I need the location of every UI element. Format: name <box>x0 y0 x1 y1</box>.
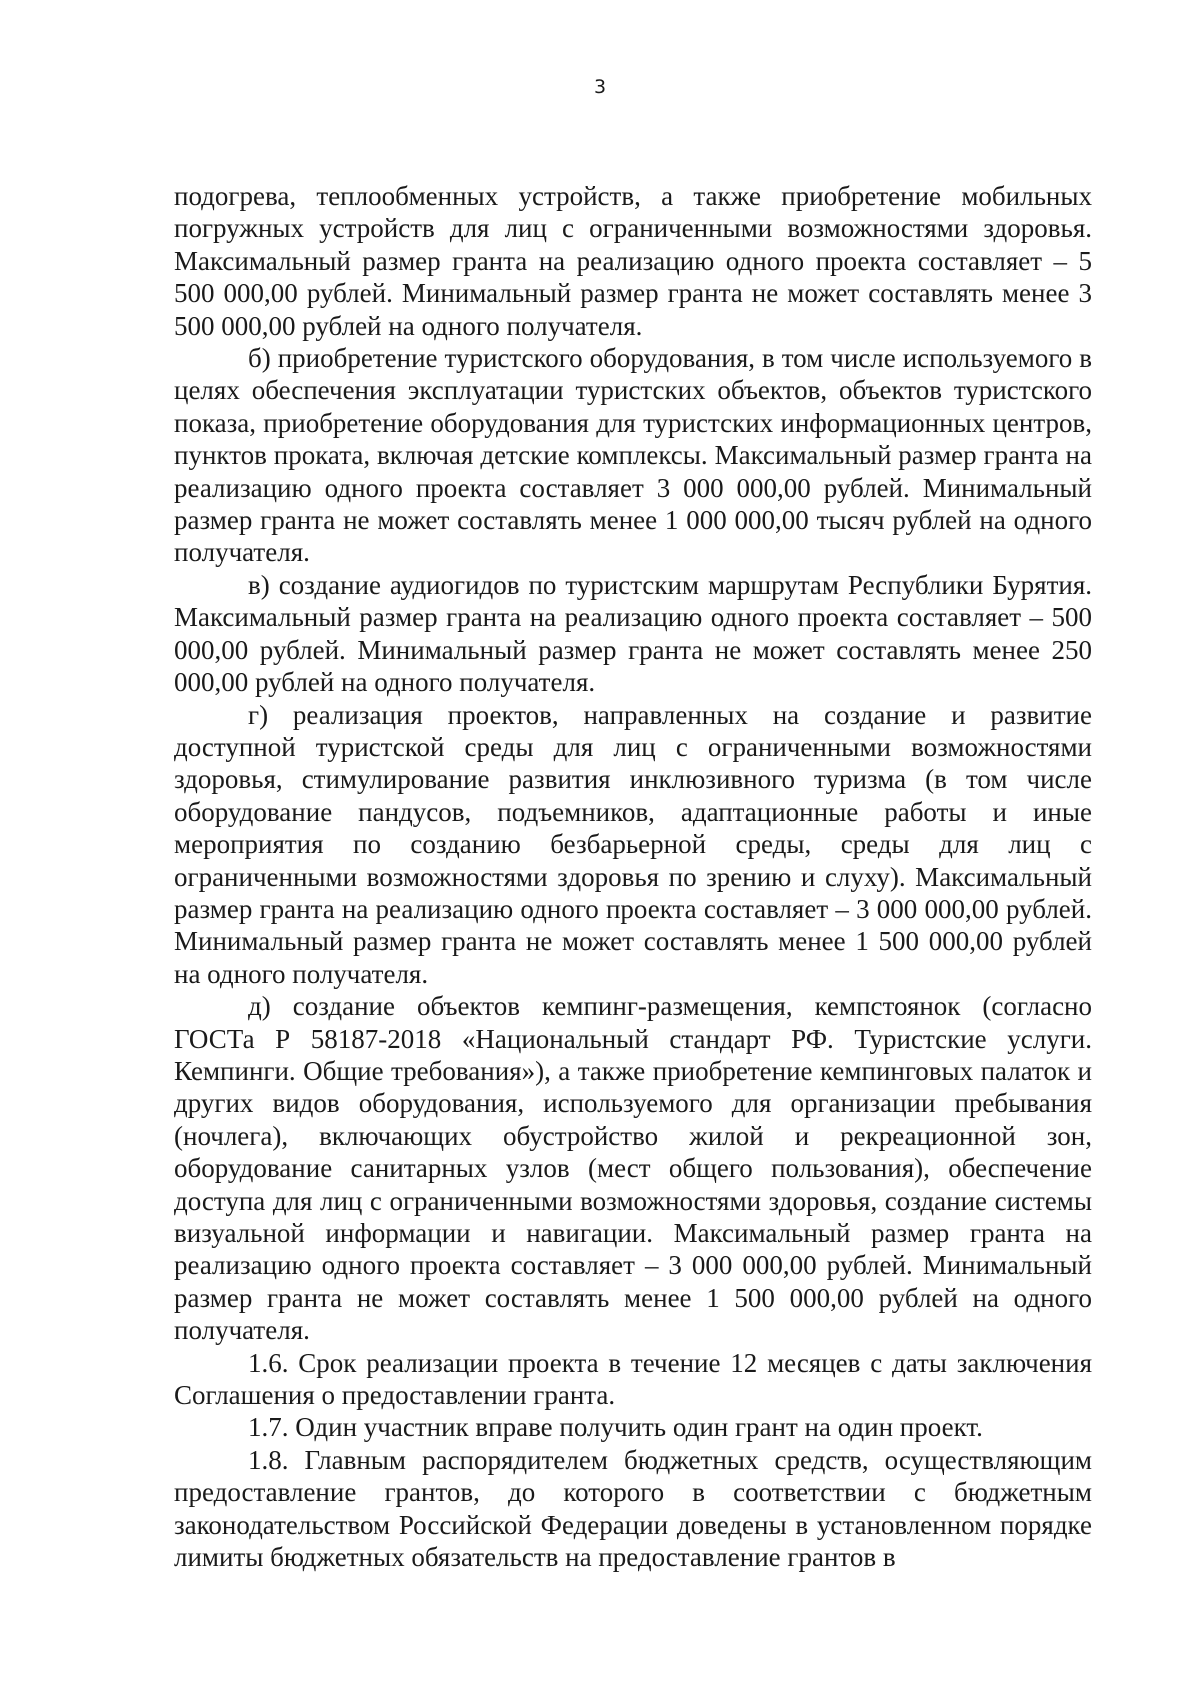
paragraph-item-v: в) создание аудиогидов по туристским маршрутам Республики Бурятия. Максимальный размер гранта на реализацию одного проекта составляет – 500 000,00 рублей. Минимальный размер гранта не может составлять менее 250 000,00 рублей на одного получателя. <box>174 569 1092 698</box>
paragraph-1-7: 1.7. Один участник вправе получить один грант на один проект. <box>248 1412 983 1443</box>
paragraph-1-8: 1.8. Главным распорядителем бюджетных средств, осуществляющим предоставление грантов, до которого в соответствии с бюджетным законодательством Российской Федерации доведены в установленном порядке лимиты бюджетных обязательств на предоставление грантов в <box>174 1444 1092 1573</box>
page-number: 3 <box>593 76 607 98</box>
paragraph-item-g: г) реализация проектов, направленных на создание и развитие доступной туристской среды для лиц с ограниченными возможностями здоровья, стимулирование развития инклюзивного туризма (в том числе оборудование пандусов, подъемников, адаптационные работы и иные мероприятия по созданию безбарьерной среды, среды для лиц с ограниченными возможностями здоровья по зрению и слуху). Максимальный размер гранта на реализацию одного проекта составляет – 3 000 000,00 рублей. Минимальный размер гранта не может составлять менее 1 500 000,00 рублей на одного получателя. <box>174 699 1092 989</box>
paragraph-1-6: 1.6. Срок реализации проекта в течение 12 месяцев с даты заключения Соглашения о предоставлении гранта. <box>174 1347 1092 1411</box>
paragraph-continuation: подогрева, теплообменных устройств, а также приобретение мобильных погружных устройств для лиц с ограниченными возможностями здоровья. Максимальный размер гранта на реализацию одного проекта составляет – 5 500 000,00 рублей. Минимальный размер гранта не может составлять менее 3 500 000,00 рублей на одного получателя. <box>174 181 1092 341</box>
document-body <box>174 180 1092 1573</box>
paragraph-item-b: б) приобретение туристского оборудования, в том числе используемого в целях обеспечения эксплуатации туристских объектов, объектов туристского показа, приобретение оборудования для туристских информационных центров, пунктов проката, включая детские комплексы. Максимальный размер гранта на реализацию одного проекта составляет 3 000 000,00 рублей. Минимальный размер гранта не может составлять менее 1 000 000,00 тысяч рублей на одного получателя. <box>174 343 1092 568</box>
paragraph-item-d: д) создание объектов кемпинг-размещения, кемпстоянок (согласно ГОСТа Р 58187-2018 «Национальный стандарт РФ. Туристские услуги. Кемпинги. Общие требования»), а также приобретение кемпинговых палаток и других видов оборудования, используемого для организации пребывания (ночлега), включающих обустройство жилой и рекреационной зон, оборудование санитарных узлов (мест общего пользования), обеспечение доступа для лиц с ограниченными возможностями здоровья, создание системы визуальной информации и навигации. Максимальный размер гранта на реализацию одного проекта составляет – 3 000 000,00 рублей. Минимальный размер гранта не может составлять менее 1 500 000,00 рублей на одного получателя. <box>174 991 1092 1346</box>
